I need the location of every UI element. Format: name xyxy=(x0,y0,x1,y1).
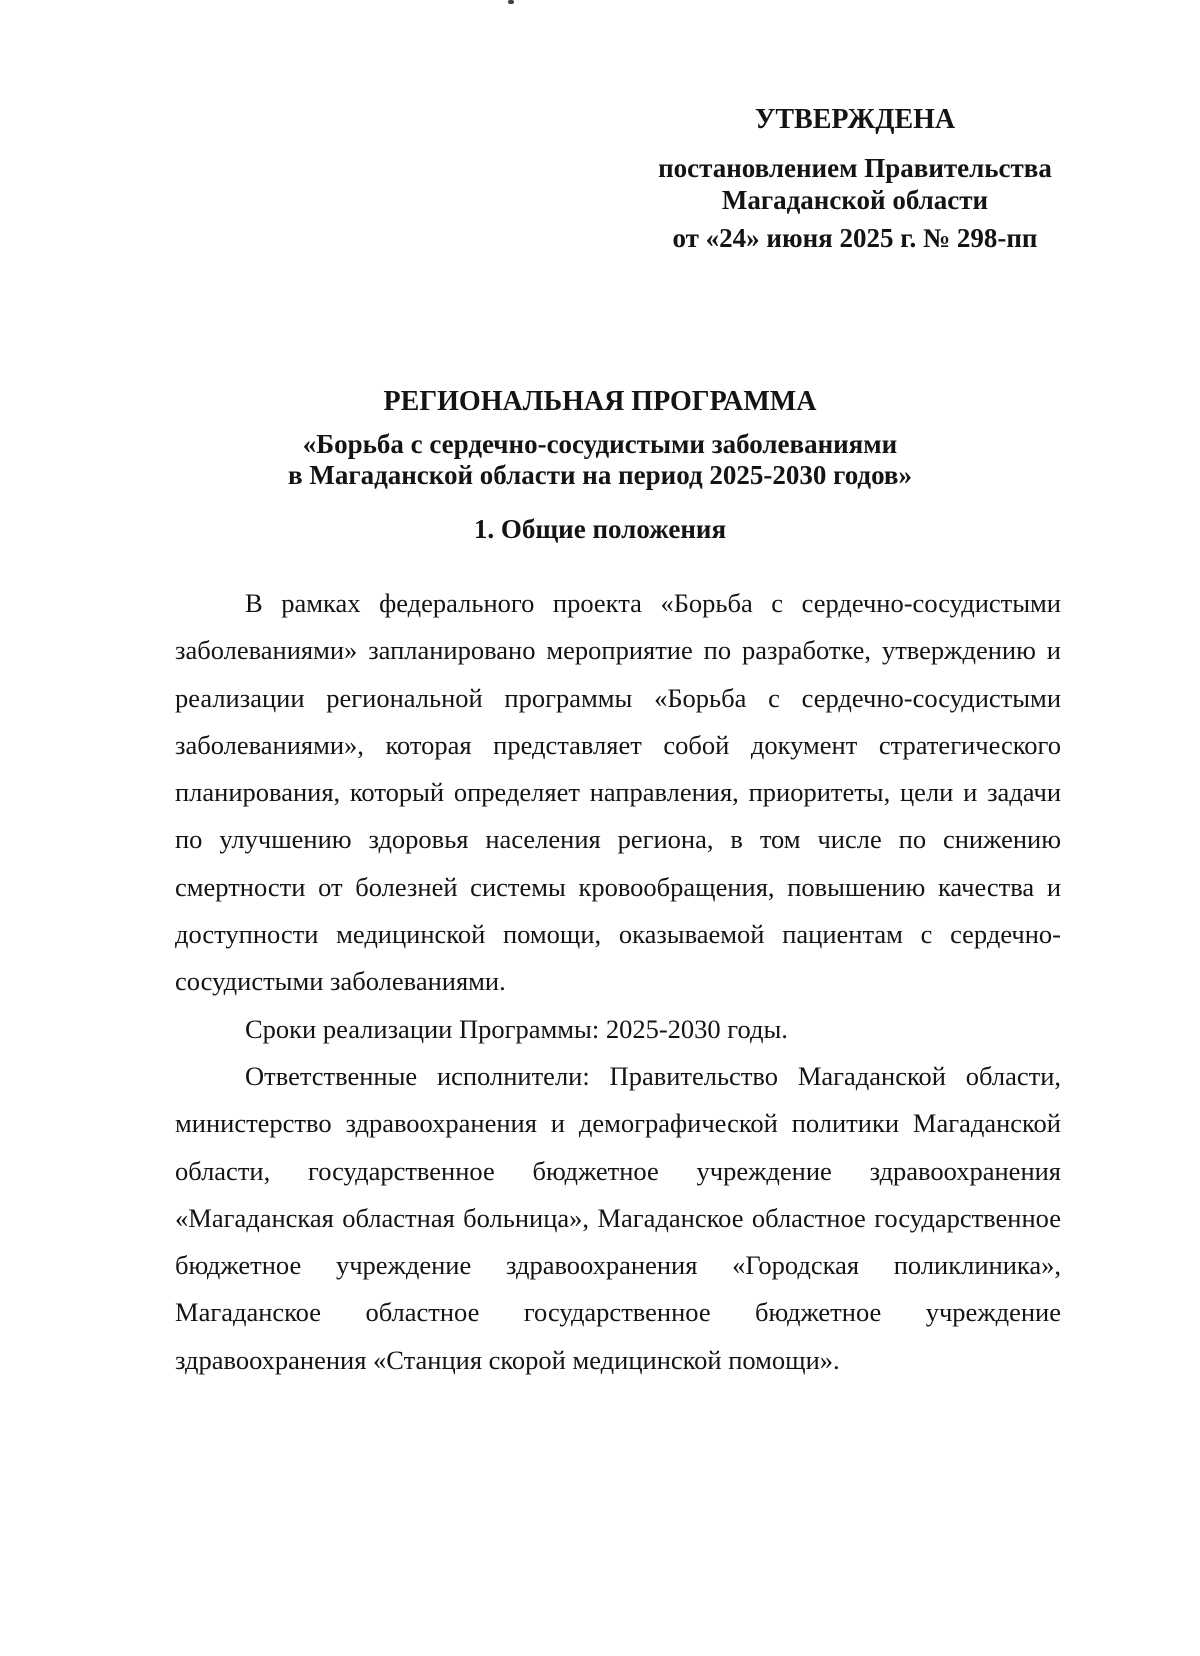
document-body xyxy=(175,580,1061,1384)
program-name-line-1: «Борьба с сердечно-сосудистыми заболеваниями xyxy=(302,429,898,459)
program-name-line-2: в Магаданской области на период 2025-2030 годов» xyxy=(288,460,912,490)
program-title-block xyxy=(175,386,1025,491)
approval-date-number: от «24» июня 2025 г. № 298-пп xyxy=(672,223,1038,253)
paragraph-timeline: Сроки реализации Программы: 2025-2030 годы. xyxy=(245,1013,788,1044)
paragraph-intro: В рамках федерального проекта «Борьба с сердечно-сосудистыми заболеваниями» запланировано мероприятие по разработке, утверждению и реализации региональной программы «Борьба с сердечно-сосудистыми заболеваниями», которая представляет собой документ стратегического планирования, который определяет направления, приоритеты, цели и задачи по улучшению здоровья населения региона, в том числе по снижению смертности от болезней системы кровообращения, повышению качества и доступности медицинской помощи, оказываемой пациентам с сердечно-сосудистыми заболеваниями. xyxy=(175,588,1061,997)
program-type-heading: РЕГИОНАЛЬНАЯ ПРОГРАММА xyxy=(383,386,817,417)
scan-artifact xyxy=(508,0,514,4)
paragraph-executors: Ответственные исполнители: Правительство Магаданской области, министерство здравоохранения и демографической политики Магаданской области, государственное бюджетное учреждение здравоохранения «Магаданская областная больница», Магаданское областное государственное бюджетное учреждение здравоохранения «Городская поликлиника», Магаданское областное государственное бюджетное учреждение здравоохранения «Станция скорой медицинской помощи». xyxy=(175,1060,1061,1375)
approved-label: УТВЕРЖДЕНА xyxy=(754,104,956,135)
section-heading: 1. Общие положения xyxy=(473,514,727,544)
approved-by-line-1: постановлением Правительства xyxy=(658,153,1052,183)
approved-by-line-2: Магаданской области xyxy=(721,185,989,215)
approval-stamp-block xyxy=(640,104,1070,254)
